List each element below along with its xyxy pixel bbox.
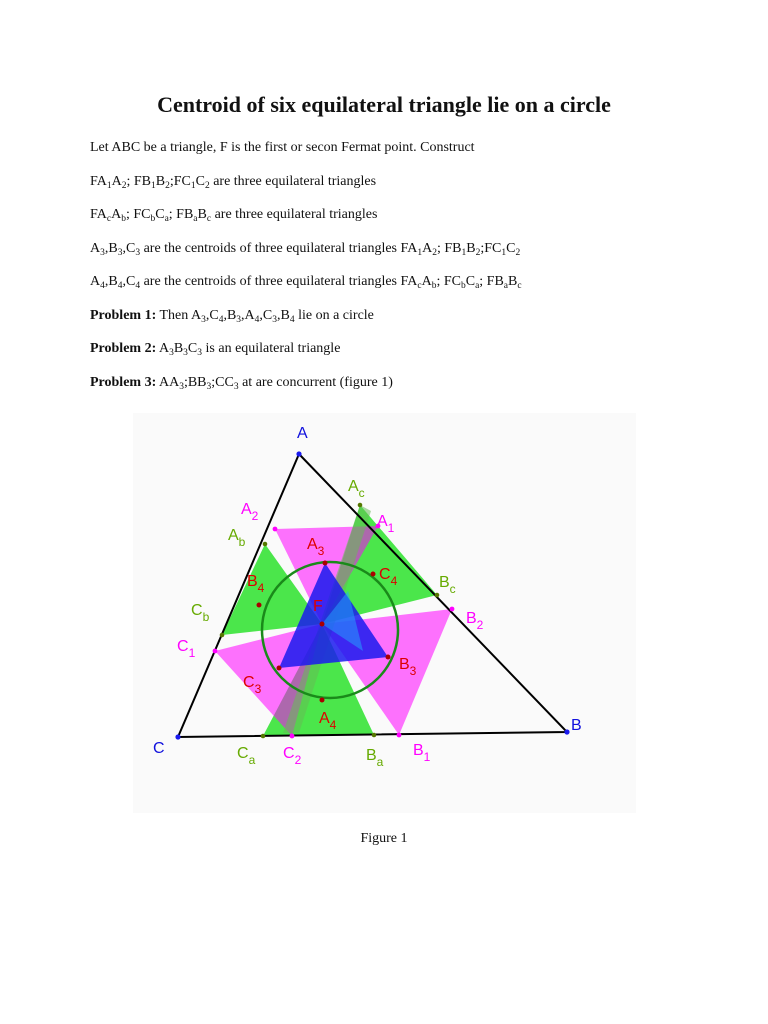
label-A2: $A_2$ xyxy=(241,501,259,523)
point-C xyxy=(175,734,180,739)
text-line-4: $A_4,B_4,C_4$ are the centroids of three equilateral triangles $FA_cA_b$; $FC_bC_a$; $FB_aB_c$ xyxy=(90,274,522,291)
label-F: F xyxy=(313,598,323,615)
label-C: C xyxy=(153,740,165,757)
label-A4: $A_4$ xyxy=(319,710,337,732)
text-line-2: $FA_cA_b$; $FC_bC_a$; $FB_aB_c$ are three equilateral triangles xyxy=(90,207,378,224)
label-B: B xyxy=(571,717,582,734)
label-A3: $A_3$ xyxy=(307,536,325,558)
label-B4: $B_4$ xyxy=(247,573,265,595)
point-C1 xyxy=(213,649,218,654)
page-title: Centroid of six equilateral triangle lie on a circle xyxy=(157,92,611,117)
label-C4: $C_4$ xyxy=(379,566,398,588)
point-B4 xyxy=(257,603,262,608)
point-Cb xyxy=(220,633,225,638)
label-Cb: $C_b$ xyxy=(191,602,210,624)
problem-1: Problem 1: Then $A_3,C_4,B_3,A_4,C_3,B_4$ lie on a circle xyxy=(90,308,374,325)
label-B3: $B_3$ xyxy=(399,656,417,678)
label-A: A xyxy=(297,425,308,442)
point-B3 xyxy=(386,655,391,660)
point-A xyxy=(296,451,301,456)
point-A3 xyxy=(323,561,328,566)
intro-text: Let ABC be a triangle, F is the first or secon Fermat point. Construct xyxy=(90,140,475,155)
point-Bc xyxy=(435,593,440,598)
label-B1: $B_1$ xyxy=(413,742,431,764)
text-line-1: $FA_1A_2$; $FB_1B_2;FC_1C_2$ are three equilateral triangles xyxy=(90,174,377,191)
point-F xyxy=(320,622,325,627)
point-Ca xyxy=(261,734,266,739)
label-Ac: $A_c$ xyxy=(348,478,365,500)
point-Ab xyxy=(263,542,268,547)
point-B1 xyxy=(397,733,402,738)
point-A2 xyxy=(273,527,278,532)
label-C2: $C_2$ xyxy=(283,745,302,767)
point-Ba xyxy=(372,733,377,738)
label-B2: $B_2$ xyxy=(466,610,484,632)
point-B xyxy=(564,729,569,734)
label-C3: $C_3$ xyxy=(243,674,262,696)
point-Ac xyxy=(358,503,363,508)
problem-2: Problem 2: $A_3B_3C_3$ is an equilateral triangle xyxy=(90,341,341,358)
figure-caption: Figure 1 xyxy=(360,831,408,846)
point-C2 xyxy=(290,734,295,739)
point-B2 xyxy=(450,607,455,612)
label-A1: $A_1$ xyxy=(377,513,395,535)
point-C3 xyxy=(277,666,282,671)
text-line-3: $A_3,B_3,C_3$ are the centroids of three equilateral triangles $FA_1A_2$; $FB_1B_2;FC_1C_2$ xyxy=(90,241,521,258)
label-C1: $C_1$ xyxy=(177,638,196,660)
label-Bc: $B_c$ xyxy=(439,574,456,596)
point-C4 xyxy=(371,572,376,577)
geometry-figure xyxy=(133,413,636,813)
problem-3: Problem 3: $AA_3;BB_3;CC_3$ at are concurrent (figure 1) xyxy=(90,375,393,392)
label-Ab: $A_b$ xyxy=(228,527,246,549)
label-Ba: $B_a$ xyxy=(366,747,384,769)
point-A4 xyxy=(320,698,325,703)
label-Ca: $C_a$ xyxy=(237,745,256,767)
